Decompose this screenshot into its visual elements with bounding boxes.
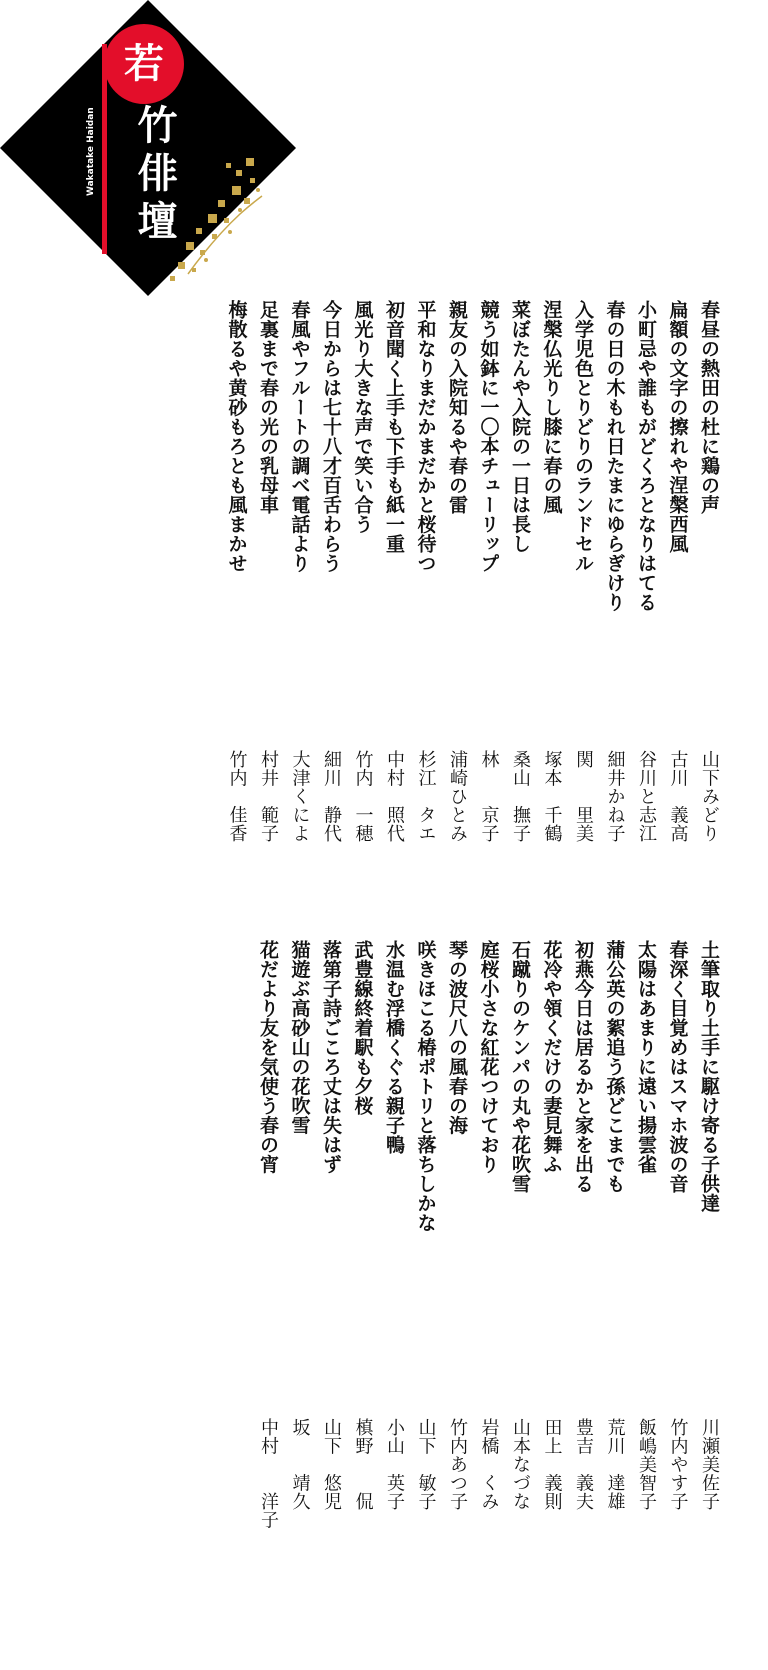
author-name: 古川 義高 — [667, 750, 689, 843]
haiku-list-2 — [246, 940, 719, 1233]
haiku-line: 小町忌や誰もがどくろとなりはてる — [635, 300, 657, 612]
author-name: 坂 靖久 — [289, 1418, 311, 1511]
author-name: 関 里美 — [573, 750, 594, 843]
haiku-line: 琴の波尺八の風春の海 — [446, 940, 468, 1135]
haiku-line: 春の日の木もれ日たまにゆらぎけり — [603, 300, 626, 612]
haiku-line: 猫遊ぶ高砂山の花吹雪 — [288, 940, 311, 1135]
haiku-line: 蒲公英の絮追う孫どこまでも — [603, 940, 626, 1194]
haiku-line: 初音聞く上手も下手も紙一重 — [383, 300, 405, 554]
author-name: 中村 照代 — [384, 750, 405, 843]
wakatake-haidan-logo — [0, 0, 300, 300]
author-name: 杉江 タエ — [415, 750, 437, 843]
haiku-line: 咲きほこる椿ポトリと落ちしかな — [414, 940, 437, 1233]
haiku-line: 春深く目覚めはスマホ波の音 — [666, 940, 689, 1194]
haiku-list-1 — [214, 300, 718, 612]
author-name: 谷川と志江 — [636, 750, 657, 843]
author-name: 山下 敏子 — [415, 1418, 437, 1511]
author-name: 豊吉 義夫 — [573, 1418, 594, 1511]
haiku-line: 初燕今日は居るかと家を出る — [572, 940, 594, 1194]
haiku-line: 水温む浮橋くぐる親子鴨 — [383, 940, 405, 1155]
author-list-1 — [214, 750, 718, 843]
haiku-line: 花だより友を気使う春の宵 — [257, 940, 279, 1174]
haiku-line: 風光り大きな声で笑い合う — [351, 300, 374, 534]
author-name: 塚本 千鶴 — [541, 750, 563, 843]
haiku-line: 土筆取り土手に駆け寄る子供達 — [698, 940, 720, 1213]
author-name: 小山 英子 — [384, 1418, 405, 1511]
author-name: 飯嶋美智子 — [636, 1418, 657, 1511]
author-name: 中村 洋子 — [258, 1418, 279, 1529]
haiku-line: 今日からは七十八才百舌わらう — [320, 300, 342, 573]
author-name: 山下みどり — [699, 750, 720, 843]
haiku-line: 花冷や領くだけの妻見舞ふ — [540, 940, 563, 1174]
logo-title: 竹俳壇 — [131, 104, 178, 248]
haiku-line: 扁額の文字の擦れや涅槃西風 — [666, 300, 689, 554]
author-name: 竹内 一穂 — [352, 750, 374, 843]
haiku-line: 涅槃仏光りし膝に春の風 — [540, 300, 563, 515]
haiku-line: 太陽はあまりに遠い揚雲雀 — [635, 940, 657, 1174]
haiku-line: 春昼の熱田の杜に鶏の声 — [698, 300, 720, 515]
haiku-line: 親友の入院知るや春の雷 — [446, 300, 468, 515]
haiku-line: 石蹴りのケンパの丸や花吹雪 — [509, 940, 531, 1194]
haiku-line: 入学児色とりどりのランドセル — [572, 300, 594, 573]
haiku-line: 武豊線終着駅も夕桜 — [351, 940, 374, 1116]
author-name: 竹内やす子 — [667, 1418, 689, 1511]
author-name: 大津くによ — [289, 750, 311, 843]
haiku-line: 足裏まで春の光の乳母車 — [257, 300, 279, 515]
author-name: 林 京子 — [478, 750, 500, 843]
haiku-line: 落第子詩ごころ丈は失はず — [320, 940, 342, 1174]
haiku-line: 春風やフルートの調べ電話より — [288, 300, 311, 573]
author-name: 岩橋 くみ — [478, 1418, 500, 1511]
haiku-line: 梅散るや黄砂もろとも風まかせ — [225, 300, 248, 573]
logo-badge-character: 若 — [104, 24, 184, 104]
haiku-line: 平和なりまだかまだかと桜待つ — [414, 300, 437, 573]
author-name: 川瀬美佐子 — [699, 1418, 720, 1511]
author-name: 竹内あつ子 — [447, 1418, 468, 1511]
haiku-line: 庭桜小さな紅花つけており — [477, 940, 500, 1174]
author-name: 山本なづな — [510, 1418, 531, 1511]
author-name: 浦崎ひとみ — [447, 750, 468, 843]
author-name: 竹内 佳香 — [226, 750, 248, 843]
author-name: 細川 静代 — [321, 750, 342, 843]
haiku-line: 競う如鉢に一〇本チューリップ — [477, 300, 500, 573]
author-list-2 — [246, 1418, 719, 1529]
author-name: 槙野 侃 — [352, 1418, 374, 1511]
author-name: 山下 悠児 — [321, 1418, 342, 1511]
author-name: 荒川 達雄 — [604, 1418, 626, 1511]
author-name: 村井 範子 — [258, 750, 279, 843]
author-name: 田上 義則 — [541, 1418, 563, 1511]
author-name: 桑山 撫子 — [510, 750, 531, 843]
logo-romaji: Wakatake Haidan — [86, 107, 96, 196]
haiku-line: 菜ぼたんや入院の一日は長し — [509, 300, 531, 554]
author-name: 細井かね子 — [604, 750, 626, 843]
